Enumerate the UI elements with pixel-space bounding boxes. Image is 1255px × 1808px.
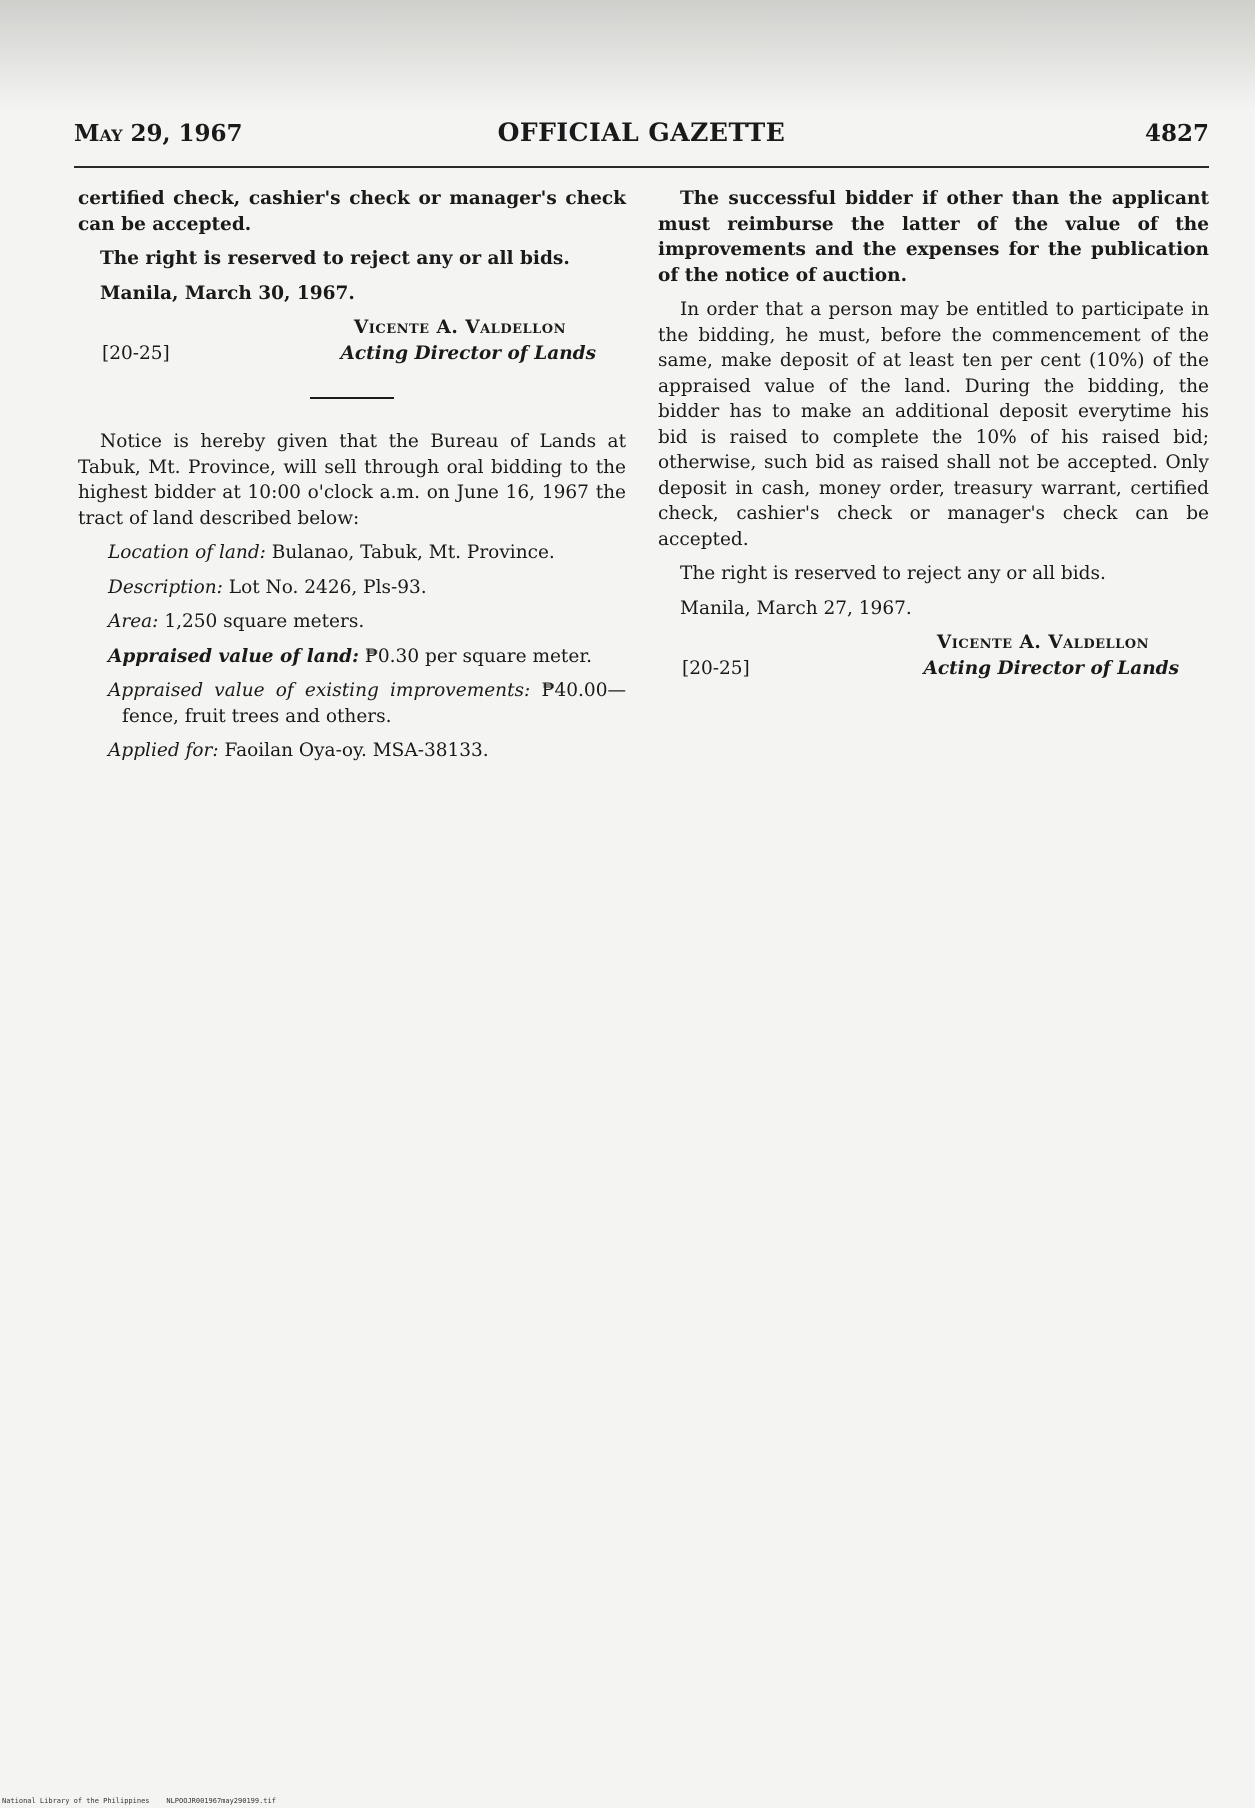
detail-item: Location of land: Bulanao, Tabuk, Mt. Province.	[108, 542, 555, 563]
issue-date: May 29, 1967	[74, 120, 243, 147]
section-divider	[310, 397, 394, 399]
land-details	[78, 540, 626, 764]
left-column	[78, 186, 626, 773]
issue-tag: [20-25]	[682, 658, 750, 679]
signature-block	[658, 630, 1209, 686]
date-line: Manila, March 30, 1967.	[100, 282, 355, 304]
deposit-paragraph: In order that a person may be entitled to participate in the bidding, he must, before the commencement of the same, make deposit of at least ten per cent (10%) of the appraised value of the land. During the bidding, the bidder has to make an additional deposit everytime his bid is raised to complete the 10% of his raised bid; otherwise, such bid as raised shall not be accepted. Only deposit in cash, money order, treasury warrant, certified check, cashier's check or manager's check can be accepted.	[658, 299, 1209, 550]
header-rule	[74, 166, 1209, 168]
publication-title: OFFICIAL GAZETTE	[497, 118, 786, 147]
page-header	[74, 118, 1209, 154]
signature-block	[78, 315, 626, 371]
signatory-name: Vicente A. Valdellon	[936, 632, 1149, 653]
page-number: 4827	[1144, 120, 1209, 147]
reimbursement-paragraph: The successful bidder if other than the applicant must reimburse the latter of the value of the improvements and the expenses for the publication of the notice of auction.	[658, 188, 1209, 286]
scan-shadow	[0, 0, 1255, 110]
detail-item: Description: Lot No. 2426, Pls-93.	[108, 576, 427, 598]
date-line: Manila, March 27, 1967.	[680, 597, 912, 619]
detail-item: Appraised value of existing improvements: ₱40.00—fence, fruit trees and others.	[108, 680, 626, 727]
issue-tag: [20-25]	[102, 343, 170, 364]
right-column	[658, 186, 1209, 686]
reserve-statement: The right is reserved to reject any or all bids.	[100, 248, 570, 269]
reserve-statement: The right is reserved to reject any or all bids.	[680, 563, 1106, 584]
continuation-text: certified check, cashier's check or manager's check can be accepted.	[78, 188, 626, 235]
detail-item: Appraised value of land: ₱0.30 per square meter.	[108, 645, 593, 667]
notice-intro: Notice is hereby given that the Bureau of Lands at Tabuk, Mt. Province, will sell through oral bidding to the highest bidder at 10:00 o'clock a.m. on June 16, 1967 the tract of land described below:	[78, 431, 626, 529]
signatory-role: Acting Director of Lands	[923, 658, 1179, 679]
signatory-name: Vicente A. Valdellon	[353, 317, 566, 338]
scan-source-note: National Library of the Philippines NLPOOJR001967may290199.tif	[2, 1797, 276, 1805]
signatory-role: Acting Director of Lands	[340, 343, 596, 364]
detail-item: Applied for: Faoilan Oya-oy. MSA-38133.	[108, 740, 489, 761]
detail-item: Area: 1,250 square meters.	[108, 611, 365, 632]
